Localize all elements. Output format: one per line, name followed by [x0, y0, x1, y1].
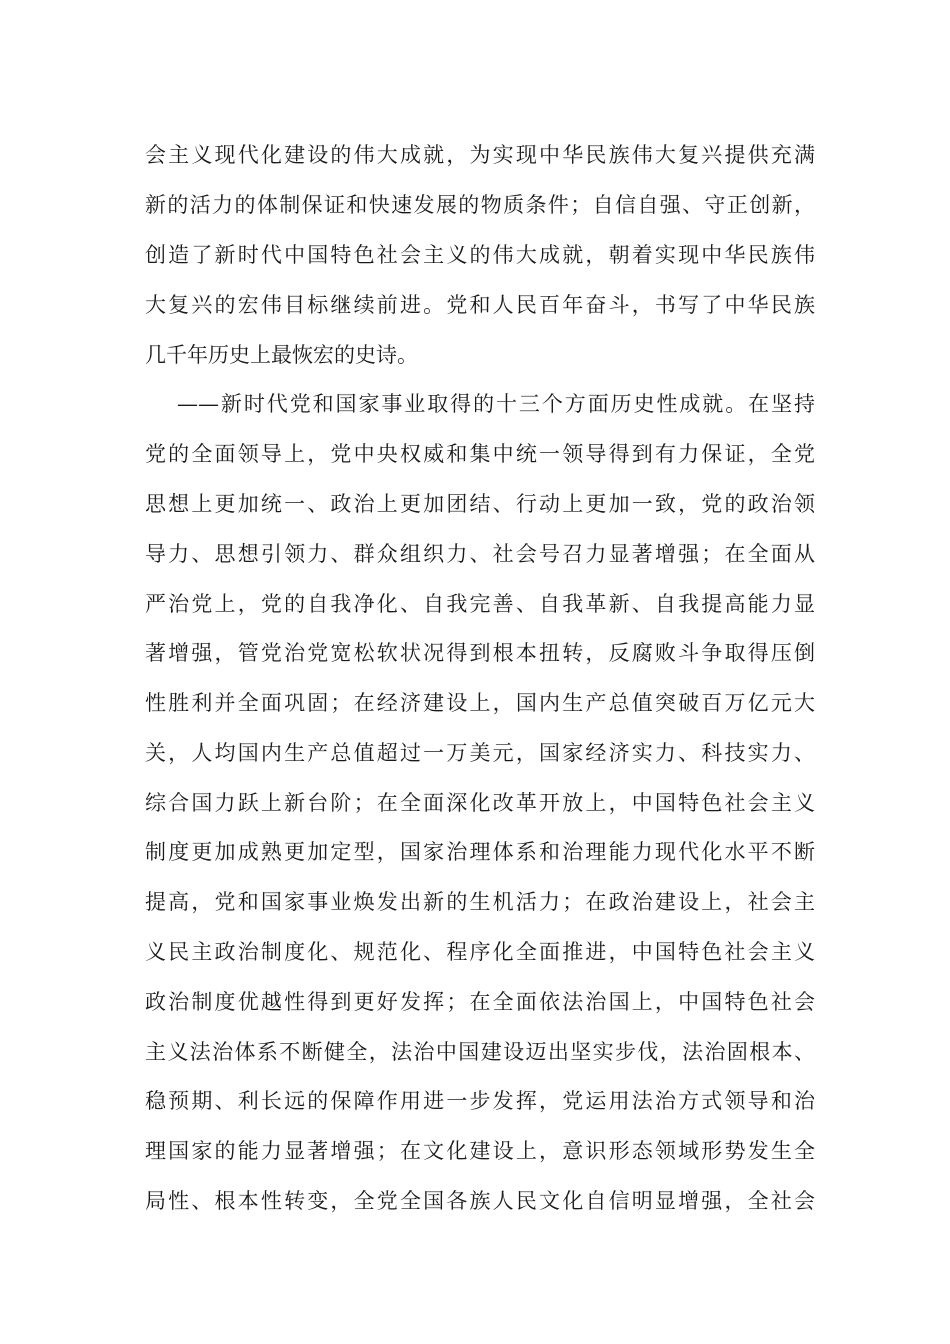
paragraph-2-line-13: 政治制度优越性得到更好发挥；在全面依法治国上，中国特色社会 [145, 990, 815, 1014]
paragraph-2-line-1: ——新时代党和国家事业取得的十三个方面历史性成就。在坚持 [177, 392, 815, 416]
paragraph-2-line-4: 导力、思想引领力、群众组织力、社会号召力显著增强；在全面从 [145, 542, 815, 566]
paragraph-2-line-9: 综合国力跃上新台阶；在全面深化改革开放上，中国特色社会主义 [145, 791, 815, 815]
paragraph-2-line-17: 局性、根本性转变，全党全国各族人民文化自信明显增强，全社会 [145, 1189, 815, 1213]
paragraph-2-line-6: 著增强，管党治党宽松软状况得到根本扭转，反腐败斗争取得压倒 [145, 641, 815, 665]
paragraph-2-line-5: 严治党上，党的自我净化、自我完善、自我革新、自我提高能力显 [145, 592, 815, 616]
paragraph-1-line-1: 会主义现代化建设的伟大成就，为实现中华民族伟大复兴提供充满 [145, 143, 815, 167]
paragraph-2-line-16: 理国家的能力显著增强；在文化建设上，意识形态领域形势发生全 [145, 1139, 815, 1163]
paragraph-1-line-3: 创造了新时代中国特色社会主义的伟大成就，朝着实现中华民族伟 [145, 243, 815, 267]
paragraph-2-line-3: 思想上更加统一、政治上更加团结、行动上更加一致，党的政治领 [145, 492, 815, 516]
paragraph-2-line-14: 主义法治体系不断健全，法治中国建设迈出坚实步伐，法治固根本、 [145, 1040, 815, 1064]
paragraph-1-line-2: 新的活力的体制保证和快速发展的物质条件；自信自强、守正创新， [145, 193, 815, 217]
paragraph-2-line-2: 党的全面领导上，党中央权威和集中统一领导得到有力保证，全党 [145, 442, 815, 466]
paragraph-1-line-4: 大复兴的宏伟目标继续前进。党和人民百年奋斗，书写了中华民族 [145, 293, 815, 317]
paragraph-2-line-15: 稳预期、利长远的保障作用进一步发挥，党运用法治方式领导和治 [145, 1089, 815, 1113]
paragraph-2-line-7: 性胜利并全面巩固；在经济建设上，国内生产总值突破百万亿元大 [145, 691, 815, 715]
paragraph-2-line-11: 提高，党和国家事业焕发出新的生机活力；在政治建设上，社会主 [145, 890, 815, 914]
paragraph-2-line-8: 关，人均国内生产总值超过一万美元，国家经济实力、科技实力、 [145, 741, 815, 765]
paragraph-1-line-5: 几千年历史上最恢宏的史诗。 [145, 343, 418, 367]
paragraph-2-line-12: 义民主政治制度化、规范化、程序化全面推进，中国特色社会主义 [145, 940, 815, 964]
paragraph-2-line-10: 制度更加成熟更加定型，国家治理体系和治理能力现代化水平不断 [145, 840, 815, 864]
